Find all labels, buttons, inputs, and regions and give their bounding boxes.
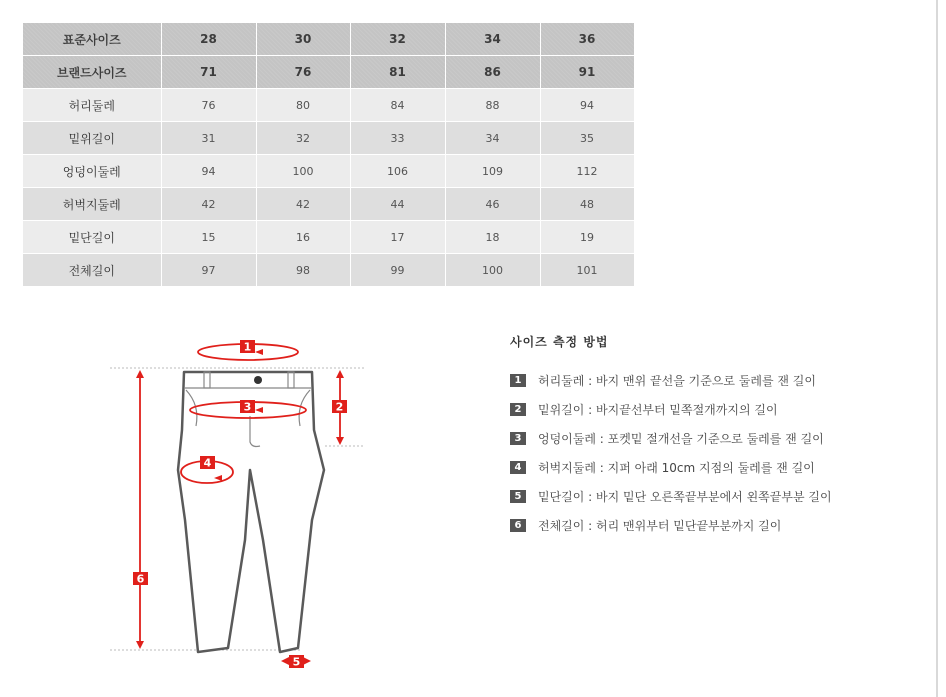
marker-5 xyxy=(289,655,304,669)
guide-item xyxy=(510,366,930,395)
table-row xyxy=(23,254,634,287)
size-table xyxy=(23,23,635,287)
size-cell: 30 xyxy=(256,23,350,56)
guide-item xyxy=(510,395,930,424)
table-row xyxy=(23,188,634,221)
size-cell: 76 xyxy=(256,56,350,89)
table-cell: 44 xyxy=(350,188,445,221)
table-cell: 34 xyxy=(445,122,540,155)
size-cell: 71 xyxy=(161,56,256,89)
table-cell: 31 xyxy=(161,122,256,155)
guide-number-badge: 2 xyxy=(510,403,526,416)
pants-diagram xyxy=(100,330,380,680)
row-label: 전체길이 xyxy=(23,254,161,287)
table-row xyxy=(23,155,634,188)
table-cell: 84 xyxy=(350,89,445,122)
table-cell: 16 xyxy=(256,221,350,254)
table-cell: 32 xyxy=(256,122,350,155)
table-cell: 109 xyxy=(445,155,540,188)
row-label: 밑단길이 xyxy=(23,221,161,254)
page-right-border xyxy=(936,0,938,697)
table-cell: 33 xyxy=(350,122,445,155)
row-label: 브랜드사이즈 xyxy=(23,56,161,89)
size-cell: 36 xyxy=(540,23,634,56)
marker-label: 6 xyxy=(136,572,145,586)
table-cell: 15 xyxy=(161,221,256,254)
table-cell: 106 xyxy=(350,155,445,188)
size-cell: 91 xyxy=(540,56,634,89)
size-cell: 86 xyxy=(445,56,540,89)
guide-item xyxy=(510,424,930,453)
size-header-row-standard xyxy=(23,23,634,56)
table-cell: 35 xyxy=(540,122,634,155)
marker-label: 2 xyxy=(335,400,344,414)
marker-label: 4 xyxy=(203,456,212,470)
guide-text: 밑위길이 : 바지끝선부터 밑쪽절개까지의 길이 xyxy=(538,403,778,417)
marker-label: 5 xyxy=(292,655,301,669)
table-cell: 42 xyxy=(161,188,256,221)
table-cell: 17 xyxy=(350,221,445,254)
guide-text: 전체길이 : 허리 맨위부터 밑단끝부분까지 길이 xyxy=(538,519,782,533)
measurement-guide xyxy=(510,333,930,540)
table-cell: 100 xyxy=(445,254,540,287)
guide-item xyxy=(510,482,930,511)
guide-title: 사이즈 측정 방법 xyxy=(510,335,609,349)
table-cell: 76 xyxy=(161,89,256,122)
size-cell: 81 xyxy=(350,56,445,89)
row-label: 엉덩이둘레 xyxy=(23,155,161,188)
guide-number-badge: 5 xyxy=(510,490,526,503)
guide-text: 허벅지둘레 : 지퍼 아래 10cm 지점의 둘레를 잰 길이 xyxy=(538,461,815,475)
table-cell: 80 xyxy=(256,89,350,122)
table-cell: 112 xyxy=(540,155,634,188)
table-cell: 97 xyxy=(161,254,256,287)
table-cell: 99 xyxy=(350,254,445,287)
marker-2 xyxy=(332,400,347,414)
table-cell: 88 xyxy=(445,89,540,122)
table-cell: 98 xyxy=(256,254,350,287)
guide-number-badge: 6 xyxy=(510,519,526,532)
size-cell: 28 xyxy=(161,23,256,56)
guide-text: 허리둘레 : 바지 맨위 끝선을 기준으로 둘레를 잰 길이 xyxy=(538,374,816,388)
size-cell: 32 xyxy=(350,23,445,56)
marker-3 xyxy=(240,400,255,414)
guide-item xyxy=(510,511,930,540)
guide-number-badge: 3 xyxy=(510,432,526,445)
table-cell: 94 xyxy=(540,89,634,122)
table-cell: 101 xyxy=(540,254,634,287)
size-cell: 34 xyxy=(445,23,540,56)
row-label: 허리둘레 xyxy=(23,89,161,122)
table-cell: 94 xyxy=(161,155,256,188)
row-label: 밑위길이 xyxy=(23,122,161,155)
table-row xyxy=(23,221,634,254)
table-cell: 42 xyxy=(256,188,350,221)
marker-6 xyxy=(133,572,148,586)
table-cell: 19 xyxy=(540,221,634,254)
size-header-row-brand xyxy=(23,56,634,89)
table-cell: 100 xyxy=(256,155,350,188)
row-label: 표준사이즈 xyxy=(23,23,161,56)
marker-label: 3 xyxy=(243,400,252,414)
marker-1 xyxy=(240,340,255,354)
guide-text: 엉덩이둘레 : 포켓밑 절개선을 기준으로 둘레를 잰 길이 xyxy=(538,432,824,446)
table-row xyxy=(23,122,634,155)
table-cell: 18 xyxy=(445,221,540,254)
table-row xyxy=(23,89,634,122)
marker-label: 1 xyxy=(243,340,252,354)
table-cell: 46 xyxy=(445,188,540,221)
marker-4 xyxy=(200,456,215,470)
guide-number-badge: 1 xyxy=(510,374,526,387)
guide-number-badge: 4 xyxy=(510,461,526,474)
table-cell: 48 xyxy=(540,188,634,221)
row-label: 허벅지둘레 xyxy=(23,188,161,221)
guide-item xyxy=(510,453,930,482)
guide-text: 밑단길이 : 바지 밑단 오른쪽끝부분에서 왼쪽끝부분 길이 xyxy=(538,490,832,504)
